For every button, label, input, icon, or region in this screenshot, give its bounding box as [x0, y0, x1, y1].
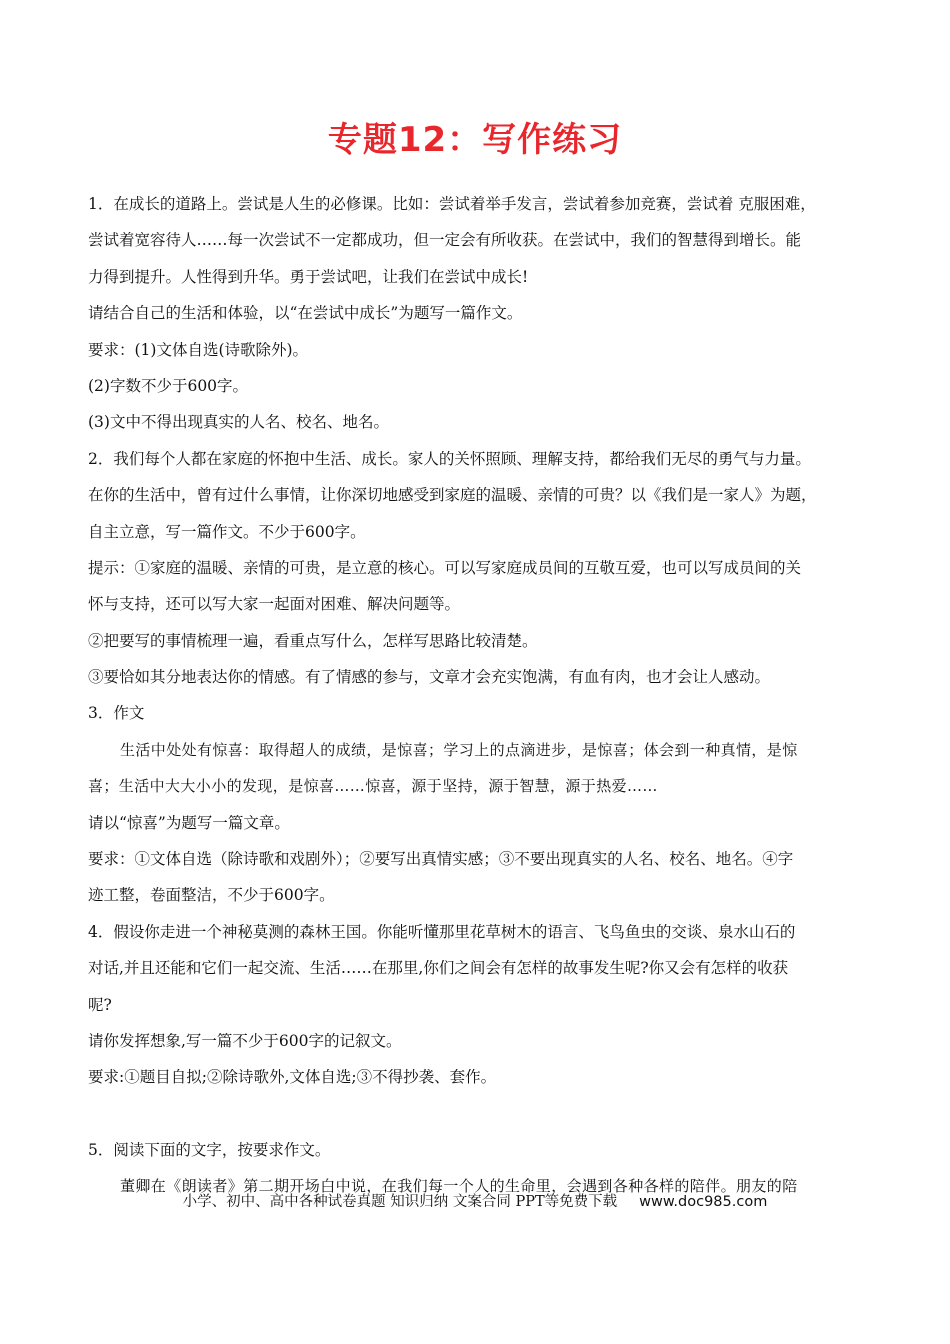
page-footer [0, 1190, 950, 1211]
text-line: 提示：①家庭的温暖、亲情的可贵，是立意的核心。可以写家庭成员间的互敬互爱，也可以写成员间的关 [88, 558, 802, 577]
text-line: (2)字数不少于600字。 [88, 376, 249, 395]
text-line: 喜；生活中大大小小的发现，是惊喜……惊喜，源于坚持，源于智慧，源于热爱…… [88, 777, 658, 796]
document-body [88, 186, 868, 1205]
text-line: 尝试着宽容待人……每一次尝试不一定都成功，但一定会有所收获。在尝试中，我们的智慧得到增长。能 [88, 231, 802, 250]
text-line: 迹工整，卷面整洁，不少于600字。 [88, 886, 335, 905]
page-title: 专题12：写作练习 [327, 120, 623, 160]
text-line: 2．我们每个人都在家庭的怀抱中生活、成长。家人的关怀照顾、理解支持，都给我们无尽的勇气与力量。 [88, 449, 811, 468]
text-line: 董卿在《朗读者》第二期开场白中说，在我们每一个人的生命里，会遇到各种各样的陪伴。朋友的陪 [120, 1177, 798, 1196]
text-line: (3)文中不得出现真实的人名、校名、地名。 [88, 413, 389, 432]
text-line: 对话,并且还能和它们一起交流、生活……在那里,你们之间会有怎样的故事发生呢?你又会有怎样的收获 [88, 959, 789, 978]
text-line: 要求：(1)文体自选(诗歌除外)。 [88, 340, 309, 359]
text-line: 自主立意，写一篇作文。不少于600字。 [88, 522, 366, 541]
text-line: ③要恰如其分地表达你的情感。有了情感的参与，文章才会充实饱满，有血有肉，也才会让人感动。 [88, 668, 771, 687]
text-line: 请以“惊喜”为题写一篇文章。 [88, 813, 290, 832]
footer-url: www.doc985.com [639, 1194, 768, 1210]
text-line: 请结合自己的生活和体验，以“在尝试中成长”为题写一篇作文。 [88, 304, 523, 323]
text-line: 怀与支持，还可以写大家一起面对困难、解决问题等。 [88, 595, 461, 614]
text-line: 力得到提升。人性得到升华。勇于尝试吧，让我们在尝试中成长! [88, 267, 529, 286]
text-line: 5．阅读下面的文字，按要求作文。 [88, 1140, 331, 1159]
text-line: 3．作文 [88, 704, 145, 723]
text-line: 要求：①文体自选（除诗歌和戏剧外）；②要写出真情实感；③不要出现真实的人名、校名、地名。④字 [88, 850, 794, 869]
footer-text: 小学、初中、高中各种试卷真题 知识归纳 文案合同 PPT等免费下载 [182, 1194, 618, 1210]
text-line: 请你发挥想象,写一篇不少于600字的记叙文。 [88, 1031, 402, 1050]
text-line: 呢? [88, 995, 112, 1014]
text-line: ②把要写的事情梳理一遍，看重点写什么，怎样写思路比较清楚。 [88, 631, 538, 650]
text-line: 4．假设你走进一个神秘莫测的森林王国。你能听懂那里花草树木的语言、飞鸟鱼虫的交谈、泉水山石的 [88, 922, 796, 941]
paragraph-gap [88, 1096, 868, 1132]
text-line: 在你的生活中，曾有过什么事情，让你深切地感受到家庭的温暖、亲情的可贵？以《我们是一家人》为题， [88, 486, 817, 505]
text-line: 生活中处处有惊喜：取得超人的成绩，是惊喜；学习上的点滴进步，是惊喜；体会到一种真情，是惊 [120, 740, 798, 759]
text-line: 要求:①题目自拟;②除诗歌外,文体自选;③不得抄袭、套作。 [88, 1068, 497, 1087]
text-line: 1．在成长的道路上。尝试是人生的必修课。比如：尝试着举手发言，尝试着参加竞赛，尝试着 克服困难， [88, 195, 816, 213]
